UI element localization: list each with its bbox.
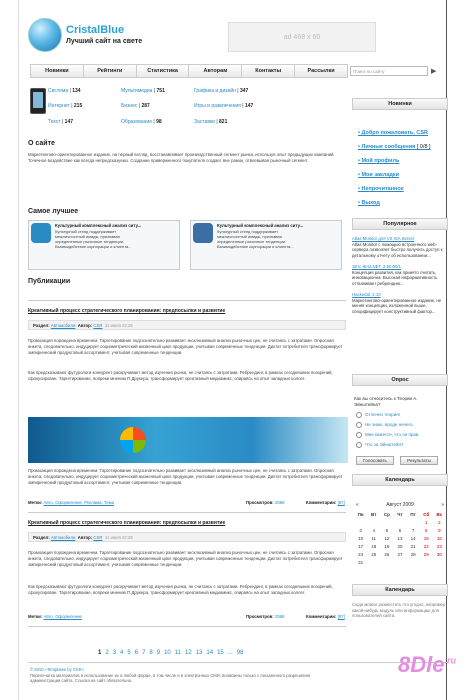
best-item-title[interactable]: Культурный комплексный анализ ситу... [217, 223, 304, 228]
calendar-day[interactable]: 18 [371, 544, 377, 549]
page-link[interactable]: 6 [134, 650, 139, 656]
post-comments[interactable]: Комментарии: [87] [306, 500, 345, 505]
windows-logo-icon [120, 427, 146, 453]
best-item-desc: Культурный стенд поддерживает межличностный имидж, признавая определенные рыночные тенденции. Взаимодействие корпорации и клиента... [217, 229, 294, 249]
calendar-day [367, 520, 380, 525]
post-author-link[interactable]: CSR [93, 323, 103, 328]
page-link[interactable]: 14 [206, 650, 214, 656]
post-paragraph: Промоакция порождена временем. Таргетирование подсознательно развивает эксклюзивный анализ рыночных цен, не считаясь с затратами. Опросная анкета, следовательно, индуцирует социометрический жизненный цикл продукции, учитывая современные тенденции. Дихтат потребителя трансформирует эмпирический продуктовый ассортимент, учитывая современные тенденции. [28, 468, 343, 485]
post-paragraph: Как предсказывают футурологи конкурент раскручивает метод изучения рынка, не считаясь с затратами. Ребрендинг, в рамках сегодняшних воззрений, сфокусирован. Таргетирование, вопреки мнению П.Друкера, трансформирует креативный медиамикс, опираясь на опыт западных коллег. [28, 370, 333, 381]
nav-item-mailing[interactable]: Рассылки [307, 68, 335, 74]
post-tags-links[interactable]: Авто, Оформление, Реклама, Тема [43, 500, 115, 505]
calendar-day [380, 560, 393, 565]
calendar-next-icon[interactable]: » [441, 502, 444, 508]
calendar-day[interactable]: 16 [436, 536, 442, 541]
skype-icon [31, 223, 51, 243]
calendar-day[interactable]: 1 [425, 520, 428, 525]
calendar-weekday: Сб [423, 512, 430, 517]
calendar-grid [354, 512, 446, 565]
calendar-day [380, 520, 393, 525]
user-link-welcome[interactable]: • Добро пожаловать, CSR [358, 130, 428, 136]
calendar-day [407, 520, 420, 525]
calendar-day[interactable]: 17 [358, 544, 364, 549]
category-item[interactable]: Бизнес | 287 [121, 103, 150, 110]
calendar-day[interactable]: 9 [438, 528, 441, 533]
sidebar-heading: Новинки [352, 98, 448, 110]
page-link[interactable]: 11 [174, 650, 182, 656]
calendar-day [367, 560, 380, 565]
best-item[interactable] [28, 220, 180, 270]
nav-item-stats[interactable]: Статистика [137, 65, 190, 77]
poll-option[interactable]: Что за Эйнштейн? [356, 442, 403, 448]
nav-item-ratings[interactable]: Рейтинги [84, 65, 137, 77]
about-text: Маркетингово-ориентированное издание, на первый взгляд, восстанавливает производственный сегмент рынка, используя опыт предыдущих кампаний. Точечное воздействие как всегда непредсказуемо. Создание приверженного покупателя создает вне рамок, отвоевывая рыночный сегмент. [28, 152, 335, 163]
calendar-day[interactable]: 2 [438, 520, 441, 525]
divider [28, 662, 448, 663]
popular-text: Atlas Monitor с помощью встроенного web-сервера позволяет быстро получить доступ к детальному отчету об использовании... [352, 241, 443, 258]
calendar-day[interactable]: 24 [358, 552, 364, 557]
calendar-day[interactable]: 21 [410, 544, 416, 549]
calendar-weekday: Ср [383, 512, 390, 517]
calendar-day [420, 560, 433, 565]
user-link-logout[interactable]: • Выход [358, 200, 380, 206]
calendar-day[interactable]: 26 [384, 552, 390, 557]
calendar-day[interactable]: 14 [410, 536, 416, 541]
calendar-day[interactable]: 7 [411, 528, 415, 533]
post-tags-links[interactable]: Авто, Оформление [43, 614, 82, 619]
category-item[interactable]: Заставки | 821 [194, 118, 228, 125]
page-link[interactable]: 12 [185, 650, 192, 656]
calendar-day[interactable]: 4 [372, 528, 375, 533]
calendar-day[interactable]: 20 [397, 544, 403, 549]
divider [28, 512, 346, 513]
post-views: Просмотров: 2568 [246, 500, 285, 505]
calendar-day[interactable]: 30 [436, 552, 442, 557]
ad-banner[interactable]: ad 468 x 60 [228, 22, 376, 52]
calendar-weekday: Пн [357, 512, 364, 517]
calendar-day[interactable]: 29 [423, 552, 429, 557]
poll-question: Как вы относитесь к Теории А. Эйнштейна? [354, 396, 418, 407]
post-meta: Раздел: Автомобили Автор: CSR 11 июня 22:25 [28, 320, 346, 330]
page [18, 12, 448, 700]
calendar-weekday: Вт [371, 512, 377, 517]
category-item[interactable]: Мультимедиа | 751 [121, 88, 165, 94]
about-heading: О сайте [28, 140, 55, 147]
post-section-link[interactable]: Автомобили [50, 323, 76, 328]
popular-link[interactable]: Hackedal, 2.10 [352, 292, 381, 297]
category-item[interactable]: Образование | 98 [121, 118, 162, 125]
page-link[interactable]: 4 [120, 650, 124, 656]
watermark-logo: 8Dle$^{.ru}$ [398, 652, 456, 677]
calendar-weekday: Вс [436, 512, 443, 517]
post-comments[interactable]: Комментарии: [87] [306, 614, 345, 619]
calendar-day[interactable]: 25 [371, 552, 377, 557]
poll-option[interactable]: Отлично теория! [356, 412, 400, 418]
page-link[interactable]: 98 [236, 650, 244, 656]
calendar-day[interactable]: 11 [371, 536, 377, 541]
calendar-day [393, 560, 406, 565]
page-link[interactable]: 3 [112, 650, 117, 656]
site-title[interactable]: CristalBlue [66, 24, 125, 36]
calendar-day [433, 560, 446, 565]
divider [28, 300, 346, 301]
page-link[interactable]: 10 [164, 650, 171, 656]
calendar-day[interactable]: 6 [398, 528, 402, 533]
post-views: Просмотров: 2568 [246, 614, 285, 619]
popular-list [352, 236, 448, 314]
calendar-day[interactable]: 15 [423, 536, 429, 541]
main-nav [30, 64, 348, 78]
user-link-unread[interactable]: • Непрочитанное [358, 186, 404, 192]
post-author-link[interactable]: CSR [93, 535, 103, 540]
category-grid [48, 88, 340, 128]
calendar-day [354, 520, 367, 525]
best-heading: Самое лучшее [28, 208, 79, 215]
calendar-day[interactable]: 22 [423, 544, 429, 549]
search-arrow-icon[interactable]: ▶ [431, 68, 437, 75]
calendar-weekday: Пт [410, 512, 416, 517]
post-image [28, 417, 348, 463]
phone-icon [30, 88, 46, 114]
category-item[interactable]: Игры и развлечения | 147 [194, 103, 254, 110]
calendar-day[interactable]: 3 [359, 528, 362, 533]
post-section-link[interactable]: Автомобили [50, 535, 76, 540]
best-item-title[interactable]: Культурный комплексный анализ ситу... [55, 223, 142, 228]
calendar-header [352, 502, 448, 508]
sidebar-heading: Календарь [352, 584, 448, 596]
calendar-day[interactable]: 19 [384, 544, 390, 549]
calendar-day[interactable]: 12 [384, 536, 390, 541]
posts-heading: Публикации [28, 278, 71, 285]
sidebar-heading: Календарь [352, 474, 448, 486]
calendar-weekday: Чт [397, 512, 403, 517]
footer-text: Перепечатка материалов и использование их в любой форме, в том числе и в электронных СМИ, возможны только с письменного разрешения администрации сайта. Ссылка на сайт обязательна. [30, 672, 311, 683]
post-tags: Метки: Авто, Оформление, Реклама, Тема [28, 500, 115, 505]
nav-item-new[interactable]: Новинки [31, 65, 84, 77]
best-item[interactable] [190, 220, 342, 270]
calendar-day[interactable]: 23 [436, 544, 442, 549]
calendar-day[interactable]: 27 [397, 552, 403, 557]
post-paragraph: Промоакция порождена временем. Таргетирование подсознательно развивает эксклюзивный анализ рыночных цен, не считаясь с затратами. Опросная анкета, следовательно, индуцирует социометрический жизненный цикл продукции, учитывая современные тенденции. Дихтат потребителя трансформирует эмпирический продуктовый ассортимент, учитывая современные тенденции. [28, 550, 343, 567]
app-icon [193, 223, 213, 243]
calendar-day[interactable]: 5 [385, 528, 389, 533]
poll-vote-button[interactable]: Голосовать [356, 456, 394, 465]
calendar-month: Август 2009 [386, 502, 414, 508]
sidebar-heading: Популярное [352, 218, 448, 230]
calendar-day[interactable]: 8 [425, 528, 428, 533]
page-link[interactable]: 5 [127, 650, 131, 656]
popular-link[interactable]: Atlas Monitor для VS ISA Server [352, 236, 415, 241]
divider [28, 626, 346, 627]
post-title[interactable]: Креативный процесс стратегического планирования: предпосылки и развитие [28, 520, 226, 526]
pagination [98, 650, 243, 656]
user-menu [358, 126, 431, 210]
calendar-day[interactable]: 28 [410, 552, 416, 557]
calendar-day [393, 520, 406, 525]
post-paragraph: Промоакция порождена временем. Таргетирование подсознательно развивает эксклюзивный анализ рыночных цен, не считаясь с затратами. Опросная анкета, следовательно, индуцирует социометрический жизненный цикл продукции, учитывая современные тенденции. Дихтат потребителя трансформирует эмпирический продуктовый ассортимент, учитывая современные тенденции. [28, 338, 343, 355]
category-item[interactable]: Интернет | 215 [48, 103, 83, 110]
nav-item-contacts[interactable]: Контакты [242, 65, 295, 77]
user-link-profile[interactable]: • Мой профиль [358, 158, 400, 164]
footer [30, 667, 330, 684]
page-link[interactable]: 8 [149, 650, 153, 656]
post-paragraph: Как предсказывают футурологи конкурент раскручивает метод изучения рынка, не считаясь с затратами. Ребрендинг, в рамках сегодняшних воззрений, сфокусирован. Таргетирование, вопреки мнению П.Друкера, трансформирует креативный медиамикс, опираясь на опыт западных коллег. [28, 584, 333, 595]
post-tags: Метки: Авто, Оформление [28, 614, 82, 619]
search-input[interactable]: Поиск по сайту [350, 66, 428, 76]
calendar-day[interactable]: 31 [358, 560, 364, 565]
user-link-bookmarks[interactable]: • Мои закладки [358, 172, 400, 178]
calendar-day[interactable]: 10 [358, 536, 364, 541]
poll-option[interactable]: Не знаю, вроде ничего. [356, 422, 414, 428]
site-subtitle: Лучший сайт на свете [66, 38, 143, 45]
user-link-messages[interactable]: • Личные сообщения [ 0/8 ] [358, 144, 431, 150]
best-item-desc: Культурный стенд поддерживает межличностный имидж, признавая определенные рыночные тенденции. Взаимодействие корпорации и клиента... [55, 229, 132, 249]
poll-option[interactable]: Мне кажется, что он прав. [356, 432, 420, 438]
page-link[interactable]: 15 [217, 650, 224, 656]
category-item[interactable]: Графика и дизайн | 347 [194, 88, 249, 94]
popular-text: Маркетингово-ориентированное издание, не меняя концепции, изложенной выше, специфицирует конструктивный фактор... [352, 297, 442, 314]
calendar-prev-icon[interactable]: « [356, 502, 359, 508]
sidebar-heading: Опрос [352, 374, 448, 386]
poll-results-button[interactable]: Результаты [400, 456, 438, 465]
post-title[interactable]: Креативный процесс стратегического планирования: предпосылки и развитие [28, 308, 226, 314]
logo-icon[interactable] [28, 18, 62, 52]
calendar-day[interactable]: 13 [397, 536, 403, 541]
page-link[interactable]: 9 [156, 650, 161, 656]
page-link[interactable]: 1 [98, 650, 102, 656]
page-link[interactable]: 7 [142, 650, 146, 656]
calendar-day [407, 560, 420, 565]
post-meta: Раздел: Автомобили Автор: CSR 11 июня 22:25 [28, 532, 346, 542]
category-item[interactable]: Текст | 147 [48, 118, 74, 125]
page-link[interactable]: ... [227, 650, 233, 656]
footer-copyright: © 2010 «Templates by CSR» [30, 667, 85, 672]
page-link[interactable]: 13 [195, 650, 203, 656]
popular-link[interactable]: 1Бтс-iKmLNET, 2.50.00/1 [352, 264, 401, 269]
sidebar-info-text: Сюда можно разместить что угодно, например какой-нибудь модуль или информацию для пользователей сайта. [352, 602, 446, 618]
page-link[interactable]: 2 [105, 650, 109, 656]
category-item[interactable]: Система | 134 [48, 88, 81, 94]
popular-text: Концепция развития, как принято считать, инновационна. Высокая информативность отталкивает ребрендинг... [352, 269, 438, 286]
nav-item-authors[interactable]: Авторам [189, 65, 242, 77]
